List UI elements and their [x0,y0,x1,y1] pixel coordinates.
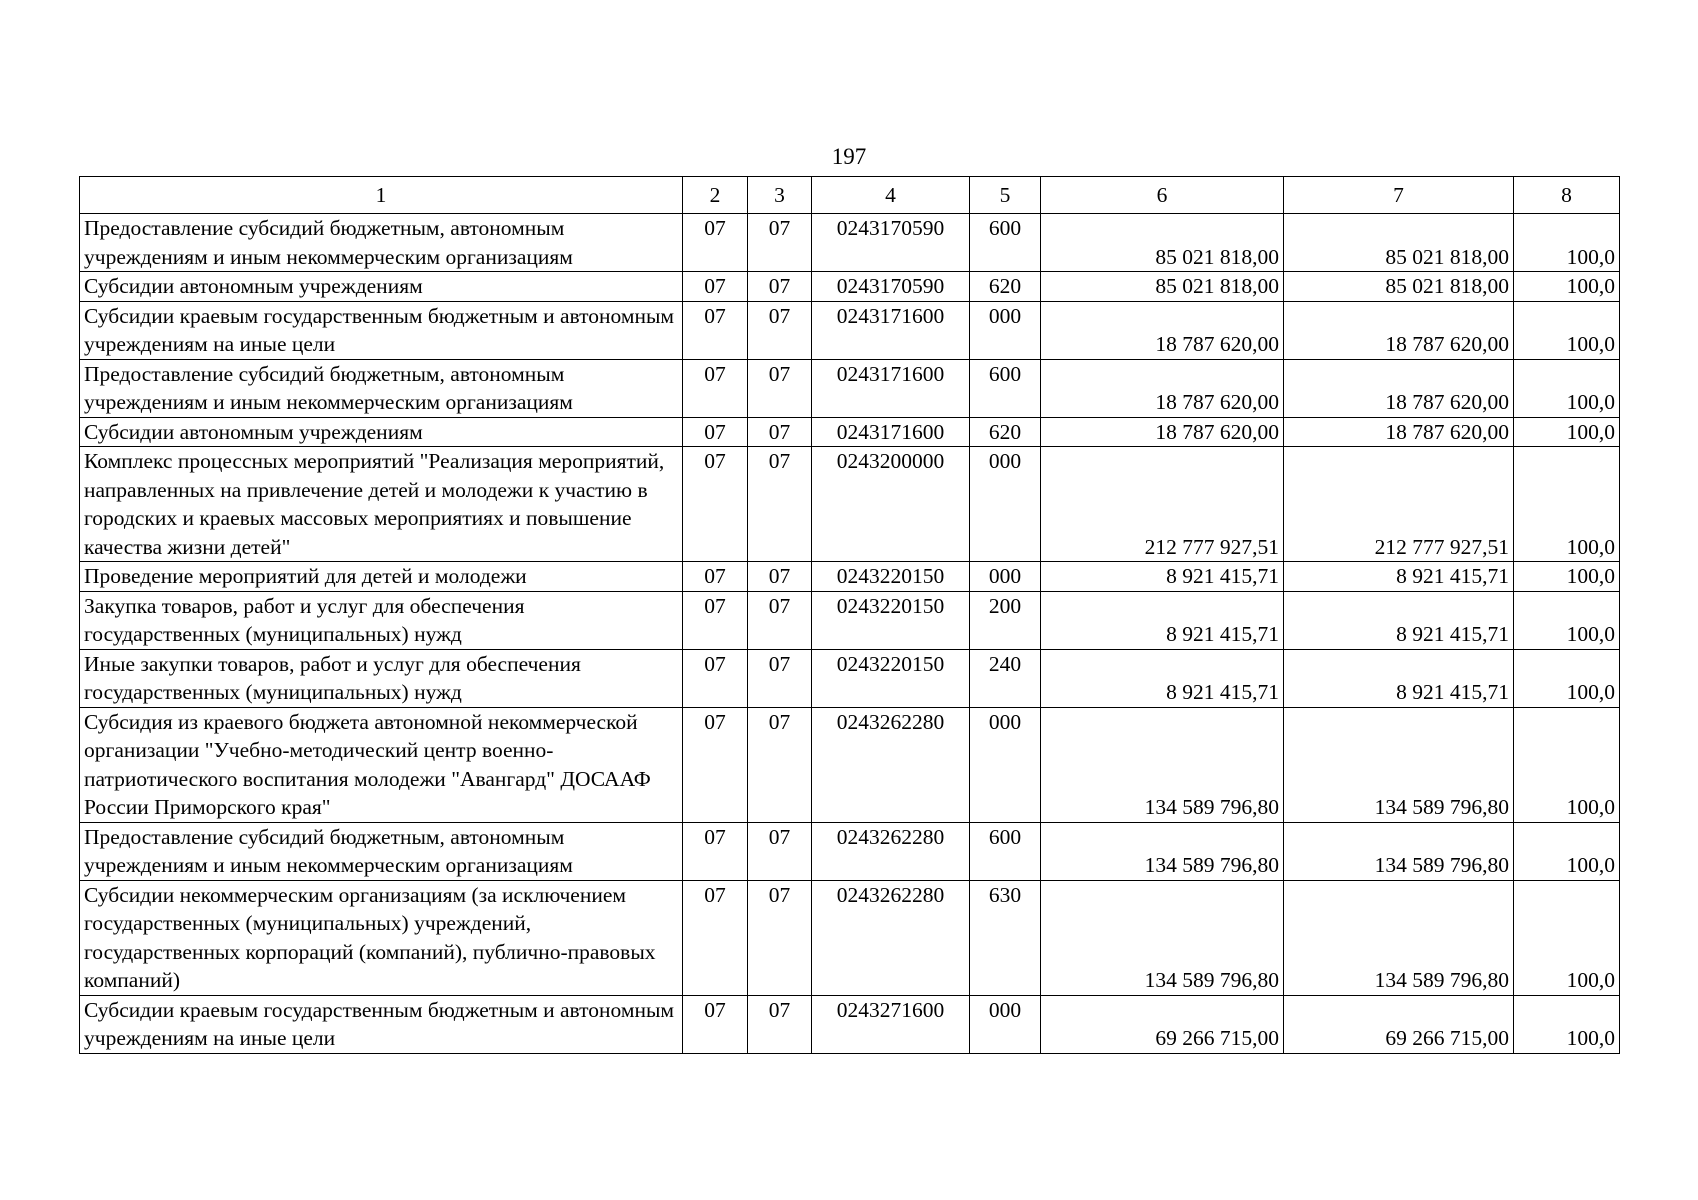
row-subsection: 07 [748,417,812,447]
row-expense-type: 000 [970,301,1041,359]
row-plan-amount: 18 787 620,00 [1041,301,1284,359]
row-target-code: 0243171600 [812,301,970,359]
row-percent: 100,0 [1514,995,1620,1053]
row-subsection: 07 [748,649,812,707]
row-subsection: 07 [748,359,812,417]
row-name: Субсидии некоммерческим организациям (за исключением государственных (муниципальных) учреждений, государственных корпораций (компаний), публично-правовых компаний) [80,880,683,995]
row-expense-type: 630 [970,880,1041,995]
table-row [80,995,1620,1053]
row-subsection: 07 [748,447,812,562]
column-header: 1 [80,177,683,214]
row-expense-type: 200 [970,591,1041,649]
row-subsection: 07 [748,880,812,995]
row-expense-type: 600 [970,359,1041,417]
table-row [80,649,1620,707]
row-target-code: 0243170590 [812,272,970,302]
row-name: Закупка товаров, работ и услуг для обеспечения государственных (муниципальных) нужд [80,591,683,649]
row-name: Предоставление субсидий бюджетным, автономным учреждениям и иным некоммерческим организациям [80,359,683,417]
row-plan-amount: 134 589 796,80 [1041,822,1284,880]
row-percent: 100,0 [1514,707,1620,822]
table-row [80,591,1620,649]
row-name: Субсидия из краевого бюджета автономной некоммерческой организации "Учебно-методический центр военно-патриотического воспитания молодежи "Авангард" ДОСААФ России Приморского края" [80,707,683,822]
row-target-code: 0243220150 [812,562,970,592]
table-row [80,447,1620,562]
row-actual-amount: 8 921 415,71 [1284,591,1514,649]
row-expense-type: 620 [970,417,1041,447]
row-target-code: 0243171600 [812,417,970,447]
row-percent: 100,0 [1514,214,1620,272]
row-percent: 100,0 [1514,591,1620,649]
table-row [80,707,1620,822]
row-section: 07 [683,822,748,880]
row-plan-amount: 8 921 415,71 [1041,562,1284,592]
row-percent: 100,0 [1514,417,1620,447]
row-expense-type: 600 [970,214,1041,272]
column-header: 3 [748,177,812,214]
header-row [80,177,1620,214]
row-expense-type: 000 [970,707,1041,822]
row-expense-type: 240 [970,649,1041,707]
row-percent: 100,0 [1514,447,1620,562]
row-subsection: 07 [748,272,812,302]
table-row [80,417,1620,447]
table-row [80,301,1620,359]
row-section: 07 [683,359,748,417]
row-percent: 100,0 [1514,822,1620,880]
column-header: 5 [970,177,1041,214]
row-actual-amount: 18 787 620,00 [1284,417,1514,447]
row-actual-amount: 85 021 818,00 [1284,272,1514,302]
row-name: Субсидии автономным учреждениям [80,417,683,447]
row-subsection: 07 [748,995,812,1053]
page-number: 197 [831,144,867,169]
row-section: 07 [683,649,748,707]
row-target-code: 0243171600 [812,359,970,417]
row-section: 07 [683,591,748,649]
row-target-code: 0243220150 [812,591,970,649]
row-subsection: 07 [748,562,812,592]
row-section: 07 [683,995,748,1053]
row-subsection: 07 [748,707,812,822]
row-target-code: 0243262280 [812,880,970,995]
row-name: Предоставление субсидий бюджетным, автономным учреждениям и иным некоммерческим организациям [80,822,683,880]
row-target-code: 0243220150 [812,649,970,707]
column-header: 7 [1284,177,1514,214]
row-name: Комплекс процессных мероприятий "Реализация мероприятий, направленных на привлечение детей и молодежи к участию в городских и краевых массовых мероприятиях и повышение качества жизни детей" [80,447,683,562]
row-section: 07 [683,417,748,447]
row-expense-type: 000 [970,447,1041,562]
column-header: 6 [1041,177,1284,214]
row-name: Субсидии автономным учреждениям [80,272,683,302]
row-target-code: 0243170590 [812,214,970,272]
row-subsection: 07 [748,822,812,880]
table-row [80,359,1620,417]
column-header: 2 [683,177,748,214]
row-section: 07 [683,272,748,302]
row-plan-amount: 85 021 818,00 [1041,272,1284,302]
row-section: 07 [683,301,748,359]
row-expense-type: 620 [970,272,1041,302]
row-actual-amount: 18 787 620,00 [1284,359,1514,417]
row-percent: 100,0 [1514,272,1620,302]
row-name: Иные закупки товаров, работ и услуг для обеспечения государственных (муниципальных) нужд [80,649,683,707]
row-plan-amount: 8 921 415,71 [1041,649,1284,707]
row-actual-amount: 18 787 620,00 [1284,301,1514,359]
row-section: 07 [683,562,748,592]
row-subsection: 07 [748,591,812,649]
row-actual-amount: 134 589 796,80 [1284,880,1514,995]
table-row [80,562,1620,592]
row-expense-type: 600 [970,822,1041,880]
row-name: Проведение мероприятий для детей и молодежи [80,562,683,592]
row-actual-amount: 69 266 715,00 [1284,995,1514,1053]
row-subsection: 07 [748,301,812,359]
row-target-code: 0243262280 [812,822,970,880]
row-expense-type: 000 [970,995,1041,1053]
row-actual-amount: 134 589 796,80 [1284,822,1514,880]
row-target-code: 0243200000 [812,447,970,562]
table-row [80,272,1620,302]
row-name: Субсидии краевым государственным бюджетным и автономным учреждениям на иные цели [80,995,683,1053]
table-row [80,822,1620,880]
table-row [80,880,1620,995]
column-header: 4 [812,177,970,214]
row-percent: 100,0 [1514,562,1620,592]
row-name: Предоставление субсидий бюджетным, автономным учреждениям и иным некоммерческим организациям [80,214,683,272]
row-plan-amount: 212 777 927,51 [1041,447,1284,562]
row-percent: 100,0 [1514,880,1620,995]
row-plan-amount: 134 589 796,80 [1041,707,1284,822]
row-actual-amount: 85 021 818,00 [1284,214,1514,272]
row-percent: 100,0 [1514,301,1620,359]
row-name: Субсидии краевым государственным бюджетным и автономным учреждениям на иные цели [80,301,683,359]
row-plan-amount: 69 266 715,00 [1041,995,1284,1053]
row-target-code: 0243271600 [812,995,970,1053]
row-actual-amount: 8 921 415,71 [1284,649,1514,707]
table-row [80,214,1620,272]
row-plan-amount: 18 787 620,00 [1041,417,1284,447]
row-section: 07 [683,214,748,272]
row-plan-amount: 8 921 415,71 [1041,591,1284,649]
row-section: 07 [683,880,748,995]
column-header: 8 [1514,177,1620,214]
budget-table [79,176,1620,1054]
row-section: 07 [683,447,748,562]
row-percent: 100,0 [1514,649,1620,707]
row-plan-amount: 18 787 620,00 [1041,359,1284,417]
row-actual-amount: 134 589 796,80 [1284,707,1514,822]
row-section: 07 [683,707,748,822]
row-actual-amount: 212 777 927,51 [1284,447,1514,562]
row-plan-amount: 85 021 818,00 [1041,214,1284,272]
row-subsection: 07 [748,214,812,272]
row-plan-amount: 134 589 796,80 [1041,880,1284,995]
row-percent: 100,0 [1514,359,1620,417]
row-expense-type: 000 [970,562,1041,592]
row-actual-amount: 8 921 415,71 [1284,562,1514,592]
row-target-code: 0243262280 [812,707,970,822]
